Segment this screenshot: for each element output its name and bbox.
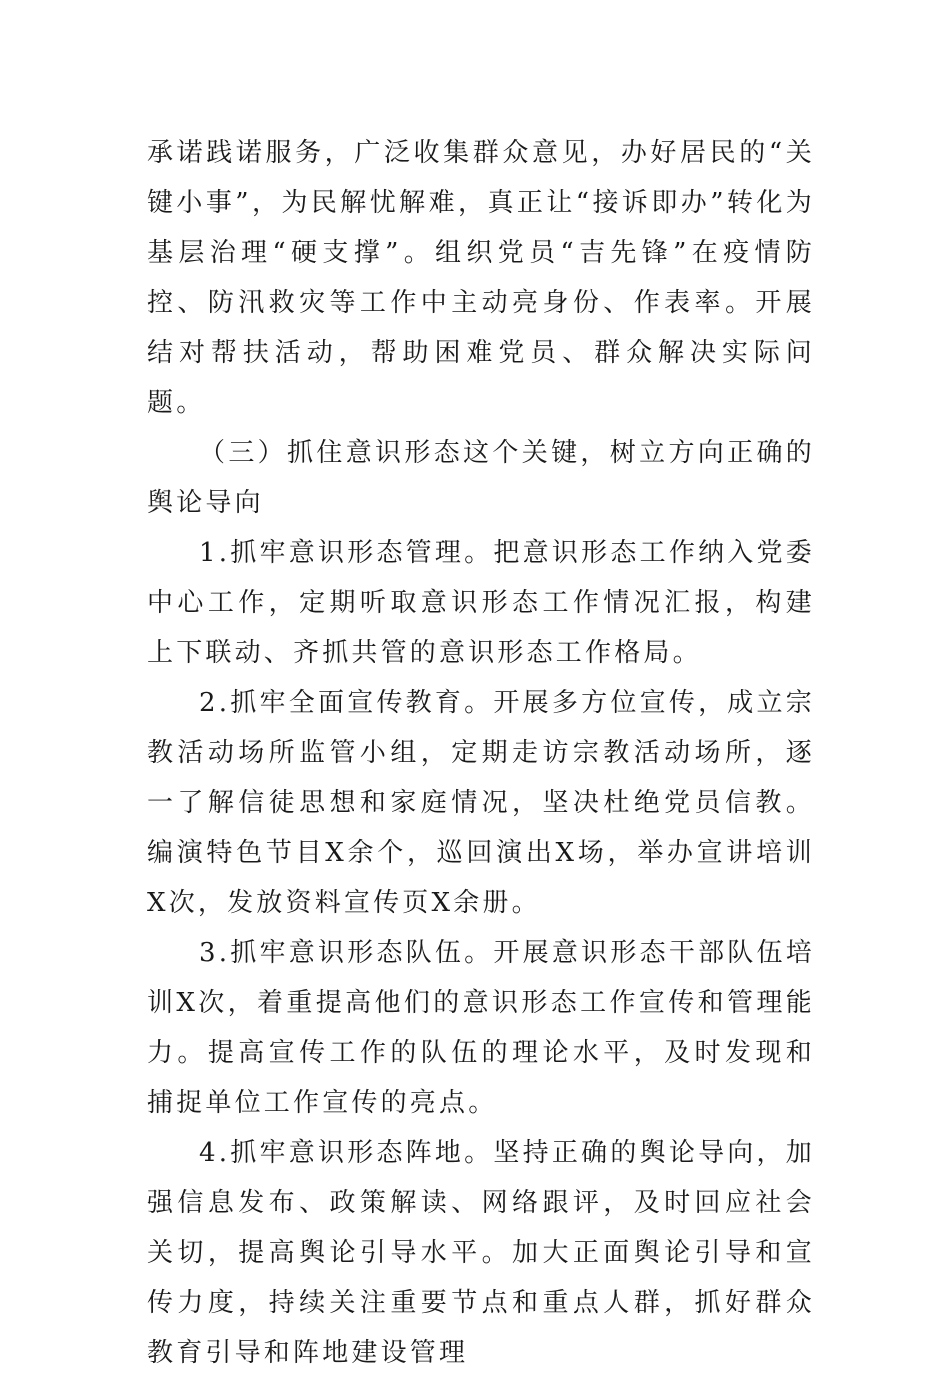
paragraph-item-3: 3.抓牢意识形态队伍。开展意识形态干部队伍培训X次，着重提高他们的意识形态工作宣传和管理能力。提高宣传工作的队伍的理论水平，及时发现和捕捉单位工作宣传的亮点。 xyxy=(147,938,815,1118)
paragraph-item-4: 4.抓牢意识形态阵地。坚持正确的舆论导向，加强信息发布、政策解读、网络跟评，及时回应社会关切，提高舆论引导水平。加大正面舆论引导和宣传力度，持续关注重要节点和重点人群，抓好群众教育引导和阵地建设管理 xyxy=(147,1138,815,1368)
section-heading-3: （三）抓住意识形态这个关键，树立方向正确的舆论导向 xyxy=(147,438,815,518)
paragraph-item-1: 1.抓牢意识形态管理。把意识形态工作纳入党委中心工作，定期听取意识形态工作情况汇报，构建上下联动、齐抓共管的意识形态工作格局。 xyxy=(147,538,815,668)
document-body xyxy=(147,128,815,1378)
paragraph-continuation: 承诺践诺服务，广泛收集群众意见，办好居民的“关键小事”，为民解忧解难，真正让“接诉即办”转化为基层治理“硬支撑”。组织党员“吉先锋”在疫情防控、防汛救灾等工作中主动亮身份、作表率。开展结对帮扶活动，帮助困难党员、群众解决实际问题。 xyxy=(147,138,815,418)
paragraph-item-2: 2.抓牢全面宣传教育。开展多方位宣传，成立宗教活动场所监管小组，定期走访宗教活动场所，逐一了解信徒思想和家庭情况，坚决杜绝党员信教。编演特色节目X余个，巡回演出X场，举办宣讲培训X次，发放资料宣传页X余册。 xyxy=(147,688,815,918)
